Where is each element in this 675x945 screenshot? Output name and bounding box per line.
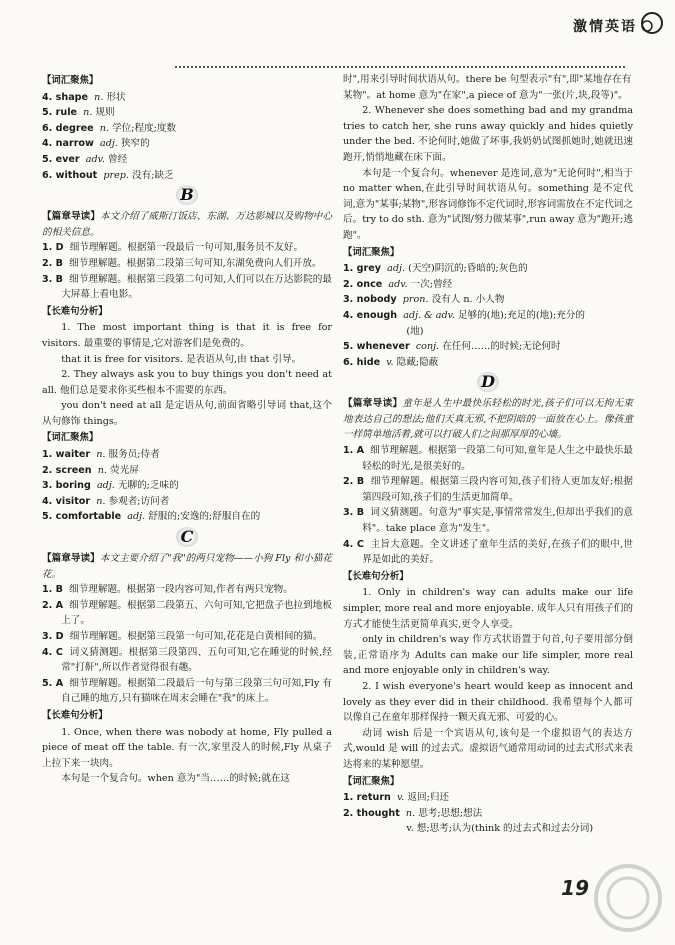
right-column bbox=[343, 72, 633, 837]
analysis-paragraph: that it is free for visitors. 是表语从句,由 that 引导。 bbox=[61, 353, 302, 365]
answer-key: 1. B bbox=[42, 584, 63, 596]
vocab-list bbox=[343, 261, 633, 370]
answer-key: 2. B bbox=[343, 476, 365, 488]
vocab-pos: n. bbox=[405, 807, 416, 819]
vocab-definition: 没有;缺乏 bbox=[132, 169, 174, 181]
answer-item bbox=[42, 272, 332, 303]
passage-badge-b bbox=[42, 185, 332, 207]
vocab-pos: conj. bbox=[415, 341, 440, 353]
vocab-item bbox=[42, 90, 332, 106]
vocab-definition: 足够的(地);充足的(地);充分的 bbox=[458, 309, 585, 321]
analysis-paragraph: 1. The most important thing is that it is free for visitors. 最重要的事情是,它对游客们是免费的。 bbox=[42, 322, 332, 349]
vocab-pos: n. bbox=[83, 107, 93, 119]
vocab-item bbox=[343, 308, 633, 324]
vocab-item bbox=[343, 277, 633, 293]
answer-key: 3. B bbox=[343, 507, 365, 519]
vocab-word: 5. rule bbox=[42, 107, 78, 119]
passage-intro bbox=[42, 209, 332, 240]
vocab-definition: 返回;归还 bbox=[407, 792, 450, 804]
vocab-definition: 一次;曾经 bbox=[410, 278, 453, 290]
passage-letter: B bbox=[176, 185, 198, 205]
left-column bbox=[42, 72, 332, 787]
vocab-word: 1. return bbox=[343, 792, 391, 804]
vocab-item bbox=[42, 152, 332, 168]
vocab-pos: prep. bbox=[103, 169, 129, 181]
answer-item bbox=[343, 443, 633, 474]
vocab-item bbox=[343, 355, 633, 371]
vocab-word: 5. ever bbox=[42, 153, 80, 165]
answer-explanation: 词义猜测题。句意为"事实是,事情常常发生,但却出乎我们的意料"。take place 意为"发生"。 bbox=[362, 507, 633, 535]
vocab-pos: pron. bbox=[402, 294, 429, 306]
section-heading-vocab: 【词汇聚焦】 bbox=[343, 775, 400, 787]
answer-item bbox=[42, 598, 332, 629]
vocab-word: 5. comfortable bbox=[42, 511, 122, 523]
vocab-definition: 狭窄的 bbox=[120, 138, 150, 150]
answer-key: 4. C bbox=[343, 538, 364, 550]
vocab-pos: adj. bbox=[100, 138, 118, 150]
passage-intro bbox=[42, 551, 332, 582]
passage-letter: D bbox=[477, 372, 499, 392]
analysis-paragraph: 时",用来引导时间状语从句。there be 句型表示"有",即"某地存在有某物"。at home 意为"在家",a piece of 意为"一张(片,块,段等)"。 bbox=[343, 74, 632, 101]
vocab-definition: 形状 bbox=[106, 91, 126, 103]
vocab-definition: 思考;思想;想法 bbox=[418, 807, 483, 819]
answer-explanation: 细节理解题。根据第一段第二句可知,童年是人生之中最快乐最轻松的时光,是很美好的。 bbox=[362, 445, 633, 472]
answer-explanation: 主旨大意题。全文讲述了童年生活的美好,在孩子们的眼中,世界是如此的美好。 bbox=[362, 538, 633, 566]
section-heading-long-sentence: 【长难句分析】 bbox=[343, 570, 409, 582]
vocab-pos: adj. bbox=[127, 511, 146, 523]
analysis-paragraph: you don't need at all 是定语从句,前面省略引导词 that,这个从句修饰 things。 bbox=[42, 400, 332, 427]
vocab-definition: (天空)阴沉的;昏暗的;灰色的 bbox=[408, 263, 528, 275]
intro-tag: 【篇章导读】 bbox=[42, 553, 100, 565]
answer-explanation: 细节理解题。根据第二段第五、六句可知,它把盘子也拉到地板上了。 bbox=[61, 599, 332, 627]
answer-explanation: 细节理解题。根据第二段最后一句与第三段第三句可知,Fly 有自己睡的地方,只有猫咪在周末会睡在"我"的床上。 bbox=[61, 677, 332, 705]
passage-badge-d bbox=[343, 372, 633, 394]
intro-tag: 【篇章导读】 bbox=[42, 211, 101, 223]
answer-list bbox=[42, 582, 332, 707]
vocab-pos: n. bbox=[99, 122, 109, 134]
vocab-item bbox=[343, 339, 633, 355]
analysis-paragraph: 1. Once, when there was nobody at home, Fly pulled a piece of meat off the table. 有一次,家里没人的时候,Fly 从桌子上拉下来一块肉。 bbox=[42, 726, 332, 769]
answer-key: 3. D bbox=[42, 631, 64, 642]
vocab-pos: v. bbox=[397, 792, 405, 804]
vocab-pos: n. bbox=[96, 449, 106, 461]
vocab-pos: n. bbox=[94, 91, 104, 103]
vocab-word: 3. nobody bbox=[343, 294, 397, 306]
answer-explanation: 细节理解题。根据第二段第三句可知,东湖免费向人们开放。 bbox=[69, 257, 322, 269]
vocab-word: 2. once bbox=[343, 278, 383, 290]
vocab-word: 1. waiter bbox=[42, 449, 91, 461]
answer-key: 2. B bbox=[42, 257, 63, 269]
answer-key: 1. D bbox=[42, 242, 64, 254]
vocab-list bbox=[42, 447, 332, 525]
passage-badge-c bbox=[42, 527, 332, 549]
section-heading-vocab: 【词汇聚焦】 bbox=[343, 246, 400, 258]
vocab-definition: 参观者;访问者 bbox=[108, 495, 170, 507]
analysis-paragraph: 动词 wish 后是一个宾语从句,该句是一个虚拟语气的表达方式,would 是 will 的过去式。虚拟语气通常用动词的过去式形式来表达将来的某种愿望。 bbox=[343, 727, 633, 770]
section-heading-long-sentence: 【长难句分析】 bbox=[42, 305, 108, 317]
analysis-paragraph: 2. Whenever she does something bad and my grandma tries to catch her, she runs away quickly and hides quietly under the bed. 不论何时,她做了坏事,我奶奶试图抓她时,她就迅速跑开,悄悄地藏在床下面。 bbox=[343, 105, 633, 163]
analysis-paragraph: only in children's way 作方式状语置于句首,句子要用部分倒装,正常语序为 Adults can make our life simpler, more real and more enjoyable only in children's way. bbox=[343, 634, 633, 677]
vocab-pos: v. bbox=[386, 356, 394, 368]
analysis-paragraph: 1. Only in children's way can adults make our life simpler, more real and more enjoyable. 成年人只有用孩子们的方式才能使生活更简单真实,更令人享受。 bbox=[343, 587, 633, 630]
vocab-definition: 曾经 bbox=[108, 153, 128, 165]
answer-key: 2. A bbox=[42, 599, 64, 611]
vocab-item bbox=[343, 806, 633, 822]
vocab-item bbox=[343, 261, 633, 277]
vocab-item bbox=[42, 494, 332, 510]
intro-tag: 【篇章导读】 bbox=[343, 398, 403, 410]
vocab-definition: 在任何……的时候;无论何时 bbox=[442, 341, 561, 353]
vocab-word: 2. thought bbox=[343, 807, 400, 819]
brand-logo-icon bbox=[639, 10, 665, 36]
answer-item bbox=[343, 474, 633, 505]
answer-item bbox=[343, 505, 633, 536]
section-heading-vocab: 【词汇聚焦】 bbox=[42, 75, 99, 86]
watermark-stamp-icon bbox=[583, 858, 673, 938]
vocab-item bbox=[42, 447, 332, 463]
answer-list bbox=[42, 240, 332, 302]
vocab-word: 2. screen bbox=[42, 464, 92, 476]
vocab-list bbox=[42, 90, 332, 184]
vocab-word: 1. grey bbox=[343, 263, 382, 275]
vocab-word: 4. narrow bbox=[42, 138, 94, 150]
vocab-definition: 无聊的;乏味的 bbox=[117, 480, 179, 492]
brand-title: 激情英语 bbox=[573, 19, 637, 35]
intro-text: 本文介绍了威斯汀饭店、东湖、万达影城以及购物中心的相关信息。 bbox=[42, 211, 332, 238]
answer-explanation: 细节理解题。根据第一段内容可知,作者有两只宠物。 bbox=[69, 584, 293, 596]
vocab-word: 4. shape bbox=[42, 91, 89, 103]
vocab-pos: adv. bbox=[388, 278, 408, 290]
answer-item bbox=[42, 582, 332, 598]
answer-explanation: 细节理解题。根据第一段最后一句可知,服务员不友好。 bbox=[69, 242, 304, 254]
vocab-continuation: v. 想;思考;认为(think 的过去式和过去分词) bbox=[406, 823, 594, 835]
answer-explanation: 细节理解题。根据第三段内容可知,孩子们待人更加友好;根据第四段可知,孩子们的生活更加简单。 bbox=[362, 476, 633, 503]
vocab-item bbox=[343, 790, 633, 806]
vocab-item bbox=[343, 292, 633, 308]
answer-explanation: 细节理解题。根据第三段第二句可知,人们可以在万达影院的最大屏幕上看电影。 bbox=[61, 273, 332, 301]
answer-key: 4. C bbox=[42, 646, 63, 658]
passage-intro bbox=[343, 396, 633, 443]
vocab-word: 6. without bbox=[42, 169, 98, 181]
intro-text: 童年是人生中最快乐轻松的时光,孩子们可以无拘无束地表达自己的想法;他们天真无邪,不把阴暗的一面放在心上。像孩童一样简单地活着,就可以打破人们之间那厚厚的心墙。 bbox=[343, 398, 633, 441]
vocab-item bbox=[42, 478, 332, 494]
section-heading-long-sentence: 【长难句分析】 bbox=[42, 709, 108, 721]
answer-explanation: 词义猜测题。根据第三段第四、五句可知,它在睡觉的时候,经常"打鼾",所以作者觉得很有趣。 bbox=[61, 646, 332, 674]
answer-item bbox=[42, 645, 332, 676]
answer-key: 1. A bbox=[343, 445, 365, 457]
vocab-pos: adj. & adv. bbox=[403, 309, 455, 321]
vocab-definition: 隐藏;隐蔽 bbox=[396, 356, 439, 368]
header-divider bbox=[175, 66, 625, 68]
vocab-word: 4. enough bbox=[343, 309, 398, 321]
vocab-pos: n. bbox=[96, 495, 106, 507]
vocab-word: 4. visitor bbox=[42, 495, 91, 507]
answer-key: 5. A bbox=[42, 677, 64, 689]
answer-key: 3. B bbox=[42, 273, 63, 285]
vocab-definition: 服务员;侍者 bbox=[108, 449, 160, 461]
analysis-paragraph: 2. I wish everyone's heart would keep as innocent and lovely as they ever did in their childhood. 我希望每个人都可以像自己在童年那样保持一颗天真无邪、可爱的心。 bbox=[343, 680, 633, 724]
answer-list bbox=[343, 443, 633, 568]
vocab-definition: 没有人 n. 小人物 bbox=[431, 294, 505, 306]
vocab-pos: n. bbox=[97, 464, 107, 476]
vocab-pos: adj. bbox=[387, 263, 406, 275]
vocab-list bbox=[343, 790, 633, 821]
vocab-definition: 学位;程度;度数 bbox=[112, 122, 177, 134]
vocab-definition: 规则 bbox=[95, 107, 115, 119]
vocab-item bbox=[42, 121, 332, 137]
vocab-item bbox=[42, 463, 332, 479]
vocab-item bbox=[42, 168, 332, 184]
analysis-paragraph: 2. They always ask you to buy things you don't need at all. 他们总是要求你买些根本不需要的东西。 bbox=[42, 369, 332, 396]
answer-explanation: 细节理解题。根据第三段第一句可知,花花是白黄相间的猫。 bbox=[69, 631, 323, 642]
section-heading-vocab: 【词汇聚焦】 bbox=[42, 432, 99, 444]
answer-item bbox=[42, 256, 332, 272]
analysis-paragraph: 本句是一个复合句。whenever 是连词,意为"无论何时",相当于 no matter when,在此引导时间状语从句。something 是不定代词,意为"某事;某物",形容词修饰不定代词时,形容词需放在不定代词之后。try to do sth. 意为"试图/努力做某事",run away 意为"跑开;逃跑"。 bbox=[343, 167, 633, 241]
vocab-word: 6. degree bbox=[42, 122, 94, 134]
passage-letter: C bbox=[176, 527, 198, 547]
vocab-item bbox=[42, 136, 332, 152]
vocab-continuation: (地) bbox=[406, 325, 424, 337]
vocab-item bbox=[42, 105, 332, 121]
answer-item bbox=[42, 676, 332, 707]
vocab-definition: 荧光屏 bbox=[110, 464, 139, 476]
answer-item bbox=[343, 537, 633, 568]
vocab-pos: adv. bbox=[85, 153, 105, 165]
vocab-definition: 舒服的;安逸的;舒服自在的 bbox=[148, 511, 261, 523]
page-number: 19 bbox=[561, 876, 589, 900]
vocab-word: 5. whenever bbox=[343, 341, 410, 353]
vocab-item bbox=[42, 509, 332, 525]
intro-text: 本文主要介绍了"我"的两只宠物——小狗 Fly 和小猫花花。 bbox=[42, 553, 332, 580]
answer-item bbox=[42, 629, 332, 645]
analysis-paragraph: 本句是一个复合句。when 意为"当……的时候;就在这 bbox=[61, 773, 291, 785]
answer-item bbox=[42, 240, 332, 256]
vocab-pos: adj. bbox=[96, 480, 115, 492]
vocab-word: 6. hide bbox=[343, 356, 381, 368]
vocab-word: 3. boring bbox=[42, 480, 91, 492]
